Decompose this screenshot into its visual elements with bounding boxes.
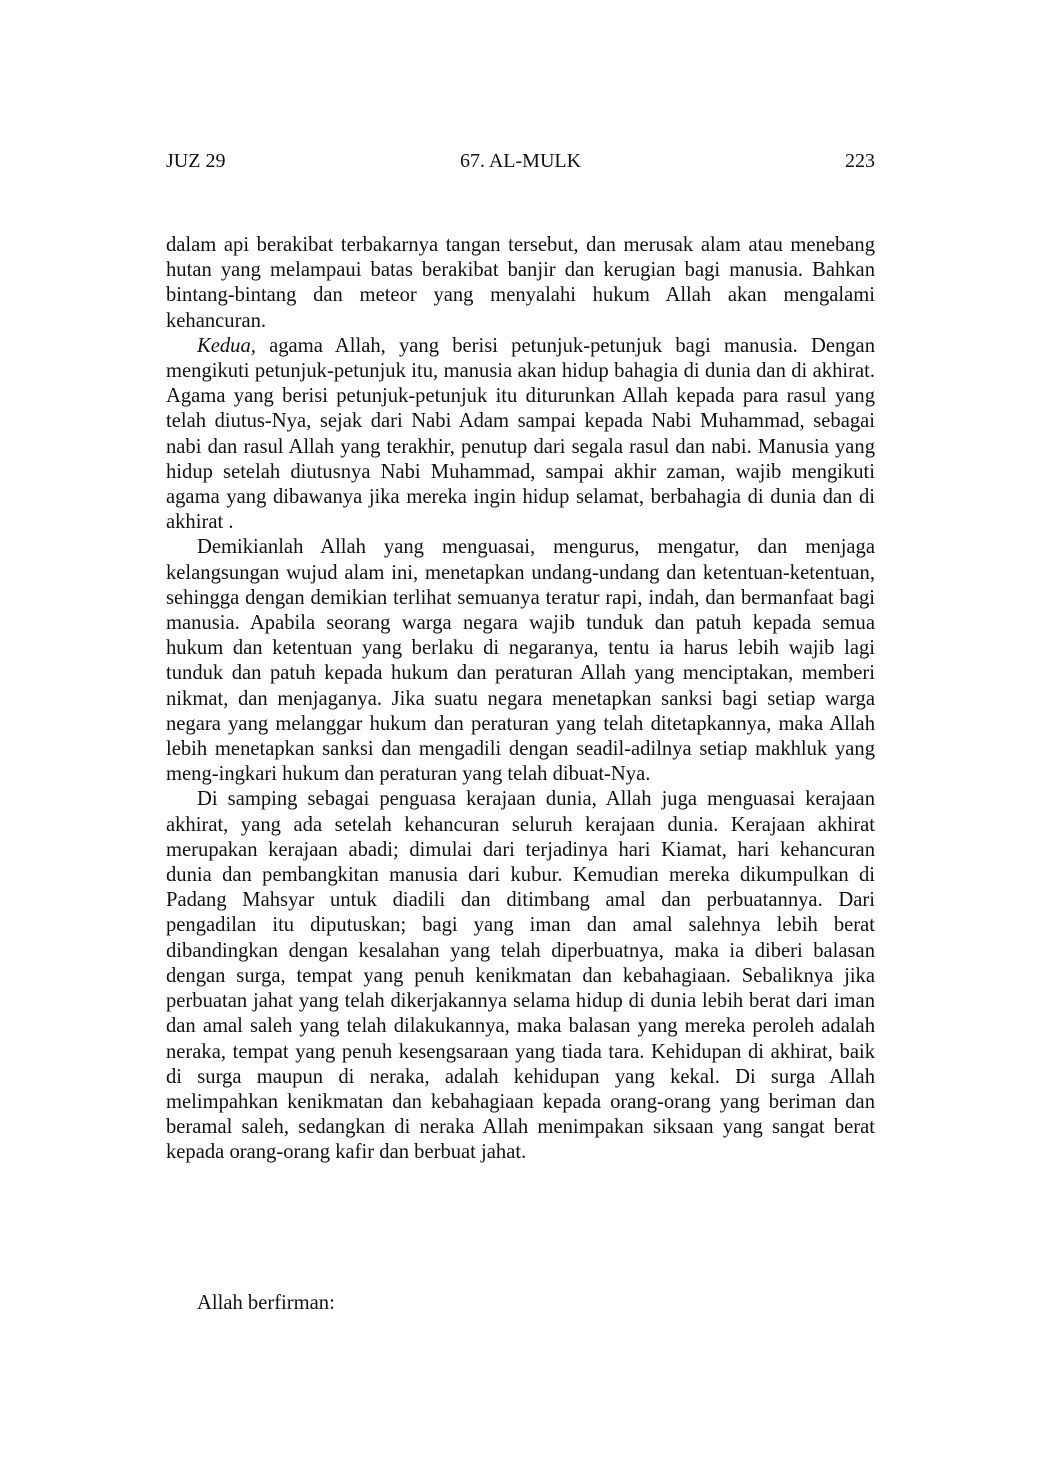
surah-title: 67. AL-MULK xyxy=(459,150,582,172)
paragraph-3: Demikianlah Allah yang menguasai, mengurus, mengatur, dan menjaga kelangsungan wujud alam ini, menetapkan undang-undang dan ketentuan-ketentuan, sehingga dengan demikian terlihat semuanya teratur rapi, indah, dan bermanfaat bagi manusia. Apabila seorang warga negara wajib tunduk dan patuh kepada semua hukum dan ketentuan yang berlaku di negaranya, tentu ia harus lebih wajib lagi tunduk dan patuh kepada hukum dan peraturan Allah yang menciptakan, memberi nikmat, dan menjaganya. Jika suatu negara menetapkan sanksi bagi setiap warga negara yang melanggar hukum dan peraturan yang telah ditetapkannya, maka Allah lebih menetapkan sanksi dan mengadili dengan seadil-adilnya setiap makhluk yang meng-ingkari hukum dan peraturan yang telah dibuat-Nya. xyxy=(166,536,875,786)
running-header xyxy=(166,148,875,174)
page-number: 223 xyxy=(845,150,875,172)
body-text xyxy=(166,233,875,1166)
paragraph-4: Di samping sebagai penguasa kerajaan dunia, Allah juga menguasai kerajaan akhirat, yang ada setelah kehancuran seluruh kerajaan dunia. Kerajaan akhirat merupakan kerajaan abadi; dimulai dari terjadinya hari Kiamat, hari kehancuran dunia dan pembangkitan manusia dari kubur. Kemudian mereka dikumpulkan di Padang Mahsyar untuk diadili dan ditimbang amal dan perbuatannya. Dari pengadilan itu diputuskan; bagi yang iman dan amal salehnya lebih berat dibandingkan dengan kesalahan yang telah diperbuatnya, maka ia diberi balasan dengan surga, tempat yang penuh kenikmatan dan kebahagiaan. Sebaliknya jika perbuatan jahat yang telah dikerjakannya selama hidup di dunia lebih berat dari iman dan amal saleh yang telah dilakukannya, maka balasan yang mereka peroleh adalah neraka, tempat yang penuh kesengsaraan yang tiada tara. Kehidupan di akhirat, baik di surga maupun di neraka, adalah kehidupan yang kekal. Di surga Allah melimpahkan kenikmatan dan kebahagiaan kepada orang-orang yang beriman dan beramal saleh, sedangkan di neraka Allah menimpakan siksaan yang sangat berat kepada orang-orang kafir dan berbuat jahat. xyxy=(166,788,875,1164)
closing-line: Allah berfirman: xyxy=(197,1292,335,1314)
paragraph-1: dalam api berakibat terbakarnya tangan tersebut, dan merusak alam atau menebang hutan yang melampaui batas berakibat banjir dan kerugian bagi manusia. Bahkan bintang-bintang dan meteor yang menyalahi hukum Allah akan mengalami kehancuran. xyxy=(166,234,875,332)
paragraph-2 xyxy=(166,334,875,536)
paragraph-2-lead: Kedua, xyxy=(197,334,256,357)
paragraph-2-text: agama Allah, yang berisi petunjuk-petunjuk bagi manusia. Dengan mengikuti petunjuk-petunjuk itu, manusia akan hidup bahagia di dunia dan di akhirat. Agama yang berisi petunjuk-petunjuk itu diturunkan Allah kepada para rasul yang telah diutus-Nya, sejak dari Nabi Adam sampai kepada Nabi Muhammad, sebagai nabi dan rasul Allah yang terakhir, penutup dari segala rasul dan nabi. Manusia yang hidup setelah diutusnya Nabi Muhammad, sampai akhir zaman, wajib mengikuti agama yang dibawanya jika mereka ingin hidup selamat, berbahagia di dunia dan di akhirat . xyxy=(166,334,875,534)
juz-label: JUZ 29 xyxy=(166,150,226,172)
